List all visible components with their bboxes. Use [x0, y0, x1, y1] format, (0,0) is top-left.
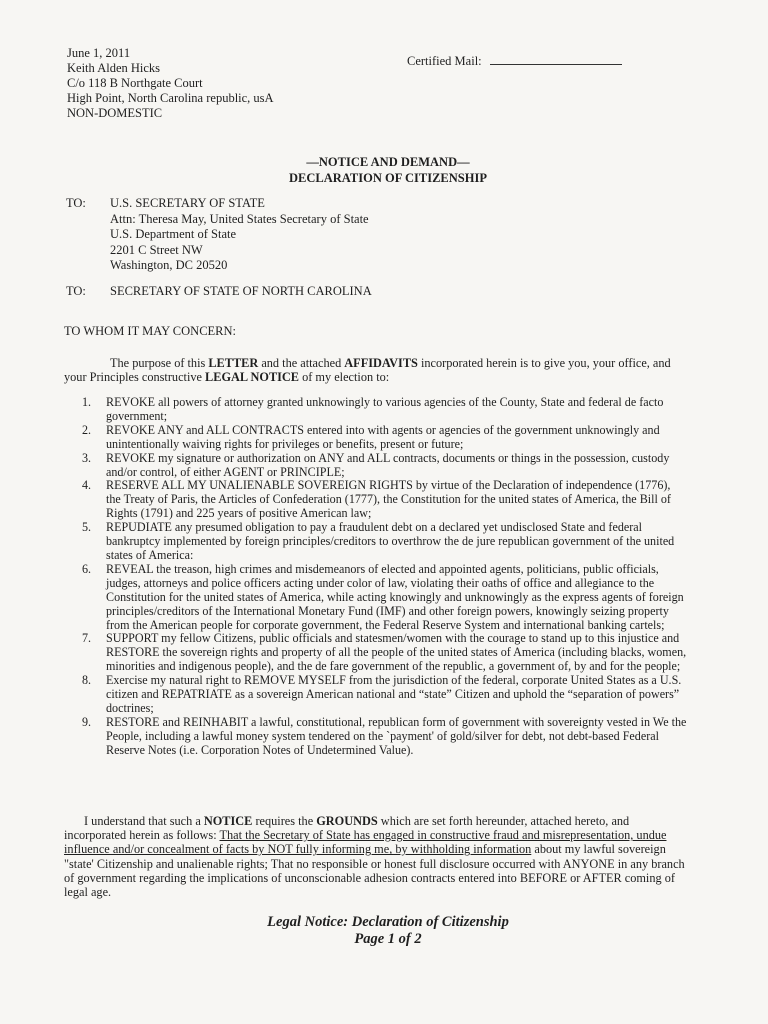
sender-block: [67, 46, 274, 121]
sender-city-line: High Point, North Carolina republic, usA: [67, 91, 274, 105]
list-item-number: 9.: [82, 714, 92, 729]
list-item-number: 2.: [82, 422, 92, 437]
certified-mail-blank-line: [490, 54, 622, 65]
footer-title: Legal Notice: Declaration of Citizenship: [267, 914, 509, 930]
list-item-number: 4.: [82, 478, 92, 493]
intro-bold-affidavits: AFFIDAVITS: [344, 356, 418, 370]
list-item: [82, 632, 688, 674]
intro-paragraph: [64, 356, 686, 384]
certified-mail-field: [407, 54, 622, 69]
grounds-bold-grounds: GROUNDS: [316, 814, 378, 828]
list-item-number: 5.: [82, 520, 92, 535]
list-item: [82, 424, 688, 452]
certified-mail-label: Certified Mail:: [407, 54, 482, 68]
recipient-block-2: [110, 284, 372, 300]
sender-status: NON-DOMESTIC: [67, 106, 163, 120]
list-item-text: RESERVE ALL MY UNALIENABLE SOVEREIGN RIGHTS by virtue of the Declaration of independence (1776), the Treaty of Paris, the Articles of Confederation (1777), the Constitution for the united states of America, the Bill of Rights (1791) and 225 years of positive American law;: [106, 478, 671, 521]
recipient-label-2: TO:: [66, 284, 86, 298]
list-item-number: 6.: [82, 561, 92, 576]
list-item-text: REVOKE ANY and ALL CONTRACTS entered into with agents or agencies of the government unknowingly and unintentionally waiving rights for privileges or benefits, present or future;: [106, 422, 660, 451]
list-item: [82, 716, 688, 758]
list-item: [82, 452, 688, 480]
recipient-line: Washington, DC 20520: [110, 258, 228, 272]
intro-text: of my election to:: [299, 370, 390, 385]
list-item: [82, 479, 688, 521]
list-item-text: REVOKE my signature or authorization on ANY and ALL contracts, documents or things in the possession, custody and/or control, of either AGENT or PRINCIPLE;: [106, 450, 670, 479]
list-item: [82, 674, 688, 716]
list-item-text: REPUDIATE any presumed obligation to pay a fraudulent debt on a declared yet undisclosed State and federal bankruptcy implemented by foreign principles/creditors to overthrow the de jure republican government of the united states of America:: [106, 520, 675, 562]
recipient-line: Attn: Theresa May, United States Secretary of State: [110, 211, 369, 226]
list-item-text: RESTORE and REINHABIT a lawful, constitutional, republican form of government with sovereignty vested in We the People, including a lawful money system tendered on the `payment' of gold/silver for debt, not debt-based Federal Reserve Notes (i.e. Corporation Notes of Undetermined Value).: [106, 714, 687, 757]
recipient-label-1: TO:: [66, 196, 86, 210]
document-title-line2: DECLARATION OF CITIZENSHIP: [289, 171, 487, 185]
recipient-line: 2201 C Street NW: [110, 242, 203, 257]
list-item-number: 3.: [82, 450, 92, 465]
grounds-underlined-text: That the Secretary of State has engaged in constructive fraud and misrepresentation, undue influence and/or concealment of facts by NOT fully informing me, by withholding information: [64, 828, 667, 857]
grounds-paragraph: [64, 814, 686, 899]
grounds-bold-notice: NOTICE: [203, 814, 253, 828]
list-item-number: 8.: [82, 673, 92, 688]
list-item: [82, 521, 688, 563]
document-title-line1: —NOTICE AND DEMAND—: [306, 155, 470, 169]
list-item-text: SUPPORT my fellow Citizens, public officials and statesmen/women with the courage to stand up to this injustice and RESTORE the sovereign rights and property of all the people of the united states of America (including blacks, women, minorities and indigenous people), and the de fare government of the republic, a government of, by and for the people;: [106, 631, 687, 674]
recipient-line: SECRETARY OF STATE OF NORTH CAROLINA: [110, 284, 372, 298]
intro-text: incorporated herein is to give you, your office, and your Principles constructive: [64, 356, 671, 385]
list-item-text: Exercise my natural right to REMOVE MYSELF from the jurisdiction of the federal, corporate United States as a U.S. citizen and REPATRIATE as a sovereign American national and “state” Citizen and uphold the “separation of powers” doctrines;: [106, 673, 682, 715]
page-number: Page 1 of 2: [354, 931, 422, 947]
intro-text: The purpose of this: [110, 356, 209, 370]
intro-bold-legal-notice: LEGAL NOTICE: [205, 370, 300, 385]
list-item-number: 1.: [82, 395, 92, 409]
list-item: [82, 396, 688, 424]
grounds-text: I understand that such a: [84, 814, 204, 828]
grounds-text: which are set forth hereunder, attached hereto, and incorporated herein as follows:: [64, 814, 630, 843]
list-item-text: REVEAL the treason, high crimes and misdemeanors of elected and appointed agents, politicians, public officials, judges, attorneys and police officers acting under color of law, violating their oaths of office and allegiance to the Constitution for the united states of America, while acting knowingly and unknowingly as the express agents of foreign principles/creditors of the International Monetary Fund (IMF) and other foreign powers, knowingly seizing property from the American people for corporate government, the Federal Reserve System and international banking cartels;: [106, 561, 684, 632]
list-item-text: REVOKE all powers of attorney granted unknowingly to various agencies of the County, State and federal de facto government;: [106, 395, 664, 423]
intro-text: and the attached: [258, 356, 345, 370]
letter-date: June 1, 2011: [67, 46, 131, 60]
intro-bold-letter: LETTER: [208, 356, 259, 370]
list-item: [82, 563, 688, 633]
sender-name: Keith Alden Hicks: [67, 61, 161, 75]
grounds-text: about my lawful sovereign "state' Citizenship and unalienable rights; That no responsible or honest full disclosure occurred with ANYONE in any branch of government regarding the implications of unconscionable adhesion contracts entered into BEFORE or AFTER coming of legal age.: [64, 842, 685, 900]
grounds-text: requires the: [252, 814, 317, 828]
sender-address-line: C/o 118 B Northgate Court: [67, 76, 203, 90]
recipient-line: U.S. Department of State: [110, 227, 237, 241]
election-list: [82, 396, 688, 758]
salutation: TO WHOM IT MAY CONCERN:: [64, 324, 237, 338]
recipient-block-1: [110, 196, 369, 274]
list-item-number: 7.: [82, 631, 92, 646]
recipient-line: U.S. SECRETARY OF STATE: [110, 196, 265, 210]
